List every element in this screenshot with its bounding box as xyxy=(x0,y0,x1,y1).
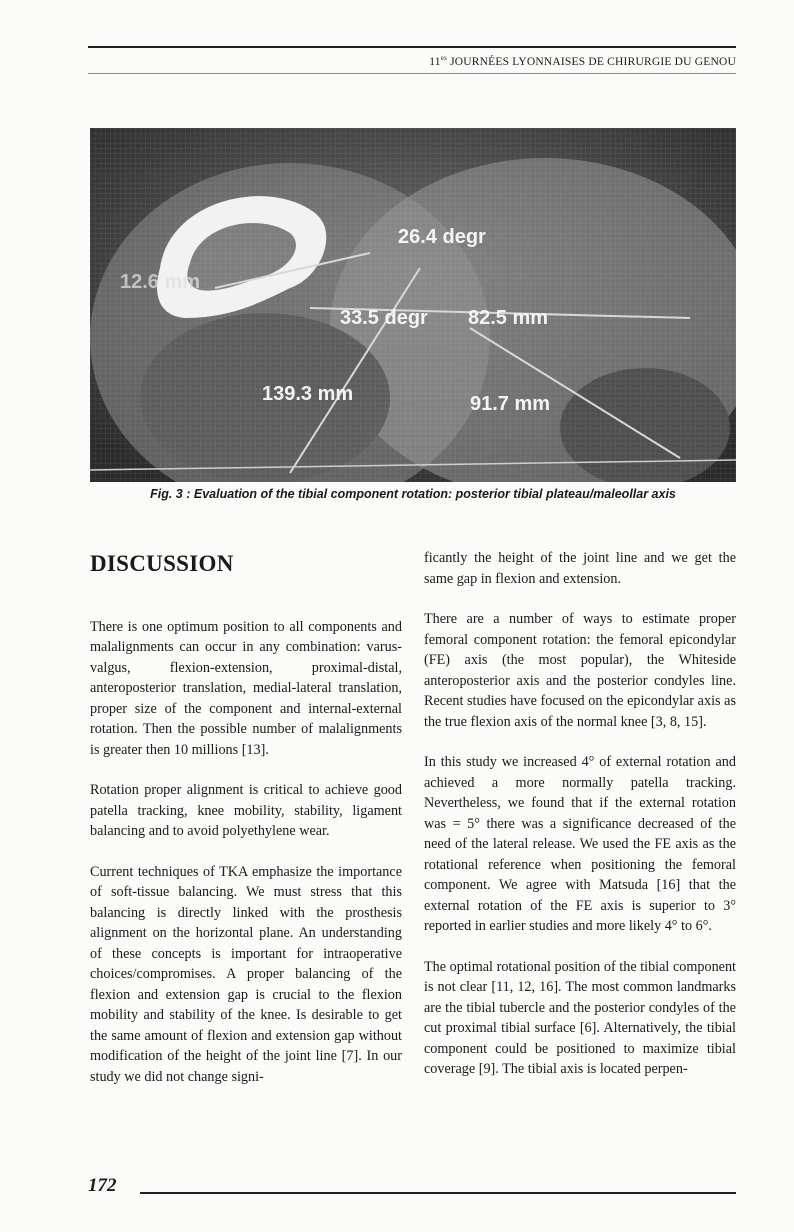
header-rule xyxy=(88,46,736,48)
right-paragraph-1: ficantly the height of the joint line and we get the same gap in flexion and extension. xyxy=(424,550,736,587)
section-heading: DISCUSSION xyxy=(90,551,234,576)
header-number: 11 xyxy=(429,55,441,68)
label-82-mm: 82.5 mm xyxy=(468,307,549,329)
right-paragraph-2: There are a number of ways to estimate proper femoral component rotation: the femoral epicondylar (FE) axis (the most popular), the Whiteside anteroposterior axis and the posterior condyles line. Recent studies have focused on the epicondylar axis as the true flexion axis of the normal knee [3, 8, 15]. xyxy=(424,611,736,730)
ct-scan-image xyxy=(90,128,736,482)
label-139-mm: 139.3 mm xyxy=(262,383,354,405)
running-header xyxy=(88,54,736,68)
footer-rule xyxy=(140,1192,736,1194)
left-paragraph-3: Current techniques of TKA emphasize the importance of soft-tissue balancing. We must stress that this balancing is directly linked with the prosthesis alignment on the horizontal plane. An understanding of these concepts is important for intraoperative choices/compromises. A proper balancing of the flexion and extension gap is crucial to the flexion mobility and stability of the knee. Is desirable to get the same amount of flexion and extension gap without modification of the height of the joint line [7]. In our study we did not change signi- xyxy=(90,863,402,1085)
page-number: 172 xyxy=(88,1175,117,1196)
left-paragraph-2: Rotation proper alignment is critical to achieve good patella tracking, knee mobility, stability, ligament balancing and to avoid polyethylene wear. xyxy=(90,782,402,839)
ct-scan-figure xyxy=(90,128,736,482)
left-column xyxy=(90,548,402,1107)
header-suffix: es xyxy=(440,54,447,62)
right-paragraph-3: In this study we increased 4° of external rotation and achieved a more normally patella tracking. Nevertheless, we found that if the external rotation was = 5° there was a significance decreased of the need of the lateral release. We used the FE axis as the rotational reference when positioning the femoral component. We agree with Matsuda [16] that the external rotation of the FE axis is superior to 3° reported in earlier studies and more likely 4° to 6°. xyxy=(424,754,736,934)
label-91-mm: 91.7 mm xyxy=(470,393,551,415)
figure-caption: Fig. 3 : Evaluation of the tibial component rotation: posterior tibial plateau/maleollar axis xyxy=(150,487,676,501)
header-title: JOURNÉES LYONNAISES DE CHIRURGIE DU GENOU xyxy=(450,55,736,68)
label-33-degree: 33.5 degr xyxy=(340,307,428,329)
left-paragraph-1: There is one optimum position to all components and malalignments can occur in any combination: varus-valgus, flexion-extension, proximal-distal, anteroposterior translation, medial-lateral translation, proper size of the component and internal-external rotation. Then the possible number of malalignments is greater then 10 millions [13]. xyxy=(90,618,402,758)
label-26-degree: 26.4 degr xyxy=(398,226,486,248)
right-paragraph-4: The optimal rotational position of the tibial component is not clear [11, 12, 16]. The most common landmarks are the tibial tubercle and the posterior condyles of the cut proximal tibial surface [6]. Alternatively, the tibial component could be positioned to maximize tibial coverage [9]. The tibial axis is located perpen- xyxy=(424,958,736,1077)
header-subrule xyxy=(88,73,736,74)
label-12-mm: 12.6 mm xyxy=(120,271,201,293)
right-column xyxy=(424,548,736,1100)
